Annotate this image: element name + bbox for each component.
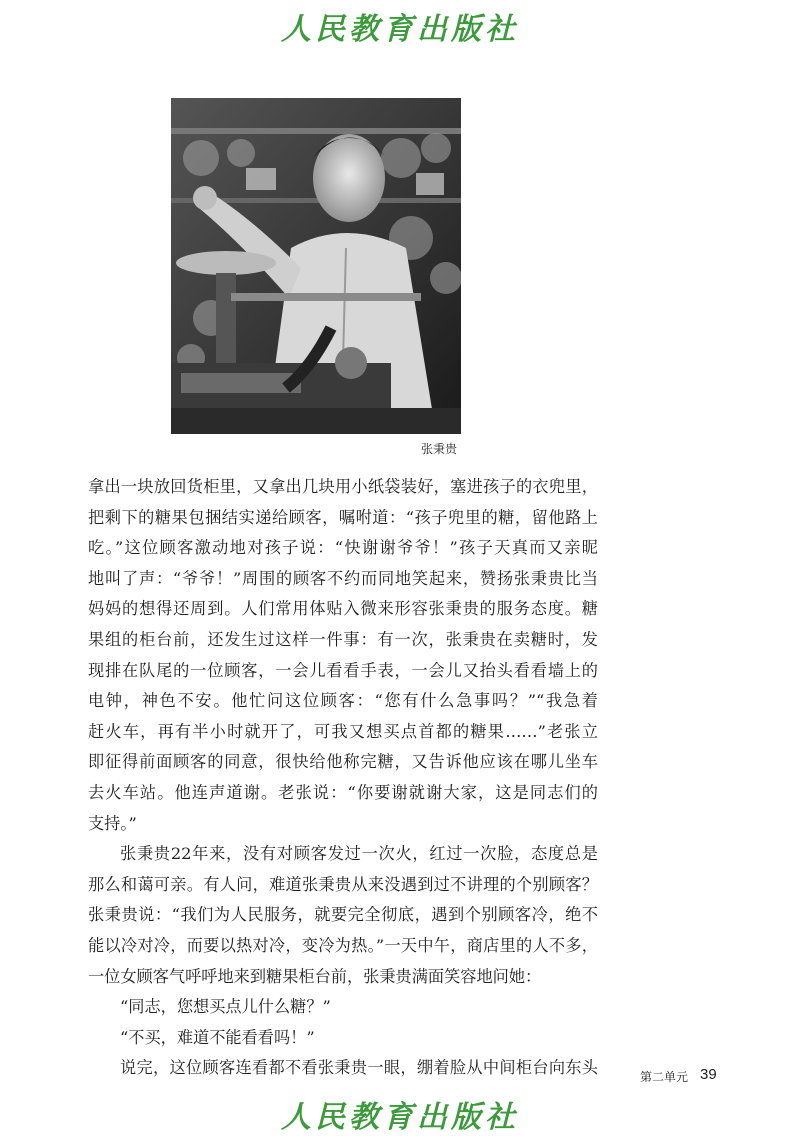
dialogue-line: “同志，您想买点儿什么糖？” <box>120 997 331 1017</box>
paragraph-start: 说完，这位顾客连看都不看张秉贵一眼，绷着脸从中间柜台向东头 <box>120 1058 598 1078</box>
text-line: 现排在队尾的一位顾客，一会儿看看手表，一会儿又抬头看看墙上的 <box>88 660 598 680</box>
text-line: 把剩下的糖果包捆结实递给顾客，嘱咐道：“孩子兜里的糖，留他路上 <box>88 507 598 527</box>
text-line: 果组的柜台前，还发生过这样一件事：有一次，张秉贵在卖糖时，发 <box>88 629 598 649</box>
page-number: 39 <box>700 1066 717 1083</box>
text-line: 张秉贵说：“我们为人民服务，就要完全彻底，遇到个别顾客冷，绝不 <box>88 905 598 925</box>
photo-zhang-binggui <box>171 98 461 434</box>
text-line: 拿出一块放回货柜里，又拿出几块用小纸袋装好，塞进孩子的衣兜里， <box>88 477 598 496</box>
text-line: 一位女顾客气呼呼地来到糖果柜台前，张秉贵满面笑容地问她： <box>88 966 542 986</box>
dialogue-line: “不买，难道不能看看吗！” <box>120 1027 315 1047</box>
portrait-illustration <box>171 98 461 434</box>
text-line: 即征得前面顾客的同意，很快给他称完糖，又告诉他应该在哪儿坐车 <box>88 752 598 772</box>
text-line: 能以冷对冷，而要以热对冷，变冷为热。”一天中午，商店里的人不多， <box>88 935 598 955</box>
unit-label: 第二单元 <box>640 1070 689 1084</box>
text-line: 地叫了声：“爷爷！”周围的顾客不约而同地笑起来，赞扬张秉贵比当 <box>88 568 598 588</box>
publisher-watermark-bottom: 人民教育出版社 <box>281 1100 519 1135</box>
text-line: 电钟，神色不安。他忙问这位顾客：“您有什么急事吗？”“我急着 <box>88 691 598 711</box>
figure-caption: 张秉贵 <box>421 442 458 456</box>
text-line: 去火车站。他连声道谢。老张说：“你要谢就谢大家，这是同志们的 <box>88 782 598 802</box>
paragraph-start: 张秉贵22年来，没有对顾客发过一次火，红过一次脸，态度总是 <box>120 844 598 864</box>
publisher-watermark: 人民教育出版社 <box>281 12 519 47</box>
text-line: 赶火车，再有半小时就开了，可我又想买点首都的糖果……”老张立 <box>88 721 598 741</box>
text-line: 妈妈的想得还周到。人们常用体贴入微来形容张秉贵的服务态度。糖 <box>88 599 598 619</box>
body-text <box>88 472 598 1084</box>
text-line: 支持。” <box>88 813 137 833</box>
text-line: 吃。”这位顾客激动地对孩子说：“快谢谢爷爷！”孩子天真而又亲昵 <box>88 538 598 558</box>
text-line: 那么和蔼可亲。有人问，难道张秉贵从来没遇到过不讲理的个别顾客？ <box>88 874 598 894</box>
